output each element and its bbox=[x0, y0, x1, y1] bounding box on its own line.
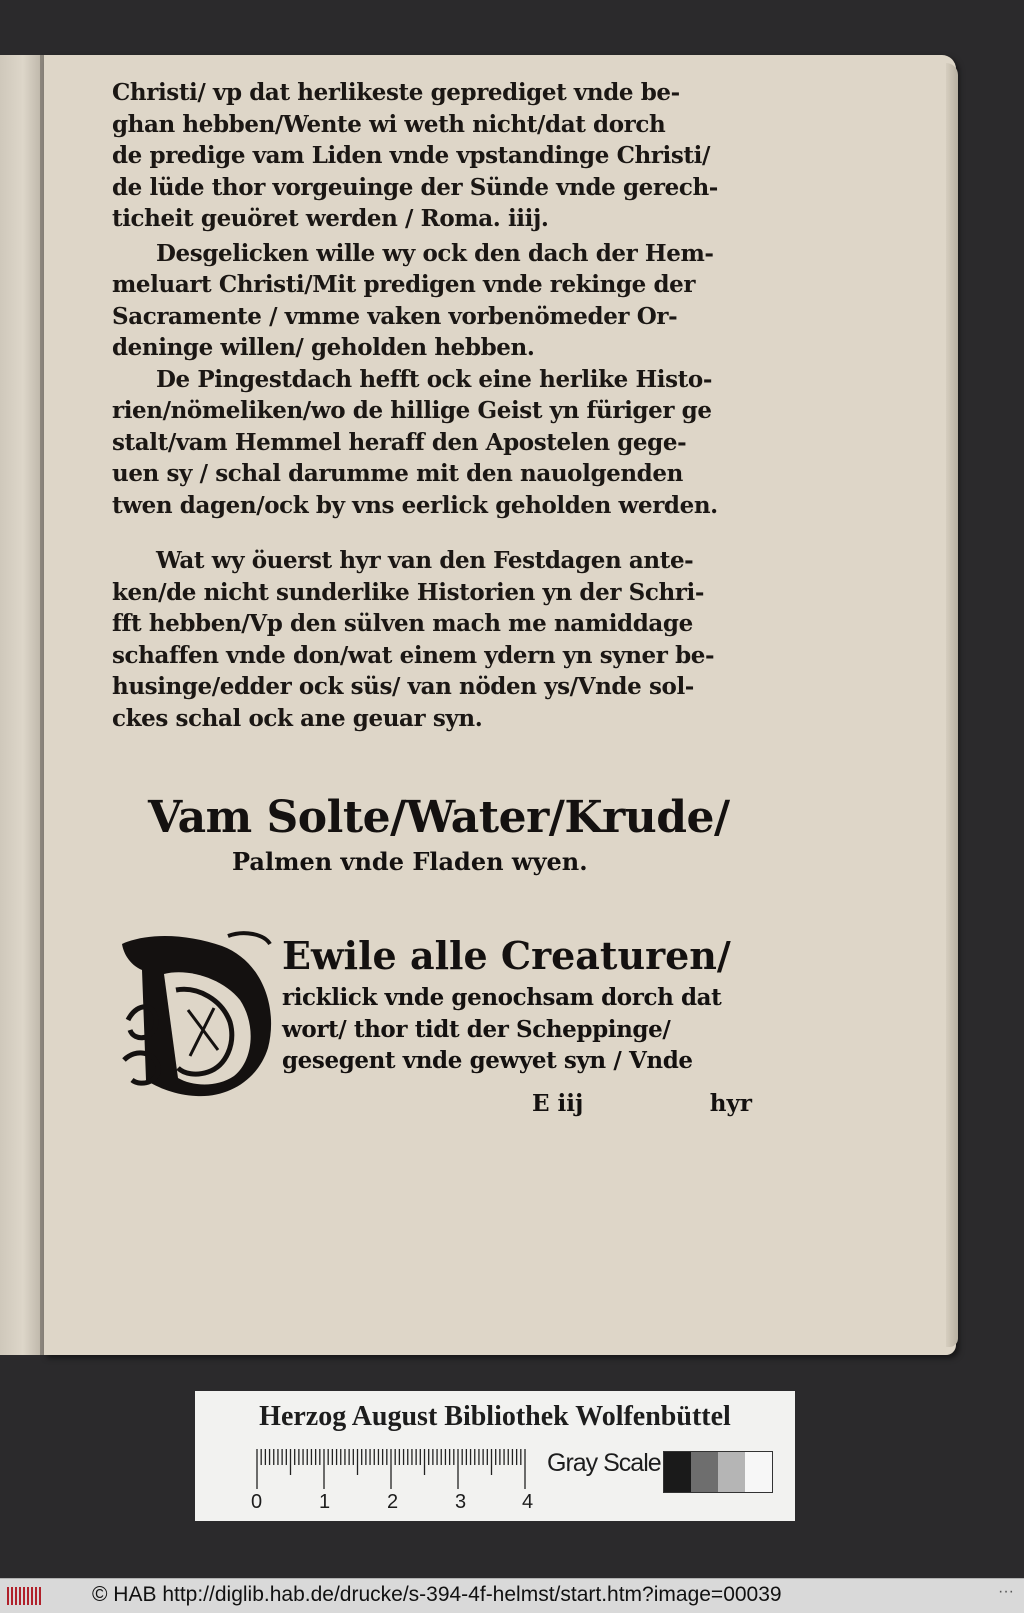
text-line: ticheit geuöret werden / Roma. iiij. bbox=[112, 205, 549, 232]
catchword: hyr bbox=[709, 1090, 752, 1117]
text-line: De Pingestdach hefft ock eine herlike Histo- bbox=[156, 365, 712, 393]
text-line: twen dagen/ock by vns eerlick geholden werden. bbox=[112, 491, 718, 519]
text-line: Ewile alle Creaturen/ bbox=[282, 933, 731, 978]
hab-logo-icon bbox=[6, 1585, 46, 1607]
text-line: rien/nömeliken/wo de hillige Geist yn füriger ge bbox=[112, 397, 712, 424]
ruler-number: 1 bbox=[319, 1491, 331, 1513]
swatch-black bbox=[664, 1452, 691, 1492]
text-line: ken/de nicht sunderlike Historien yn der Schri- bbox=[112, 578, 704, 606]
adjacent-page-edge bbox=[0, 55, 42, 1355]
copyright-url[interactable]: © HAB http://diglib.hab.de/drucke/s-394-4f-helmst/start.htm?image=00039 bbox=[92, 1583, 782, 1606]
section-title: Vam Solte/Water/Krude/ bbox=[148, 792, 730, 843]
text-line: ckes schal ock ane geuar syn. bbox=[112, 704, 483, 732]
text-line: meluart Christi/Mit predigen vnde rekinge der bbox=[112, 271, 696, 298]
text-line: fft hebben/Vp den sülven mach me namiddage bbox=[112, 610, 693, 637]
text-line: Wat wy öuerst hyr van den Festdagen ante- bbox=[156, 547, 694, 574]
text-line: ricklick vnde genochsam dorch dat bbox=[282, 984, 722, 1011]
swatch-dark-gray bbox=[691, 1452, 718, 1492]
initial-paragraph bbox=[282, 930, 752, 1077]
section-heading bbox=[148, 790, 748, 878]
paragraph-2 bbox=[112, 238, 752, 364]
text-line: deninge willen/ geholden hebben. bbox=[112, 334, 535, 361]
more-menu-icon[interactable]: ··· bbox=[998, 1583, 1014, 1600]
ruler-number: 4 bbox=[522, 1491, 534, 1513]
body-text bbox=[112, 77, 752, 734]
library-name: Herzog August Bibliothek Wolfenbüttel bbox=[259, 1401, 731, 1432]
paragraph-3 bbox=[112, 364, 752, 522]
text-line: Sacramente / vmme vaken vorbenömeder Or- bbox=[112, 302, 678, 330]
grayscale-label: Gray Scale bbox=[547, 1449, 661, 1477]
page-fore-edge bbox=[946, 63, 958, 1347]
initial-letter-ornament bbox=[118, 930, 283, 1100]
scale-ruler bbox=[255, 1449, 535, 1489]
text-line: husinge/edder ock süs/ van nöden ys/Vnde sol- bbox=[112, 673, 694, 700]
paragraph-1 bbox=[112, 77, 752, 235]
text-line: de lüde thor vorgeuinge der Sünde vnde gerech- bbox=[112, 173, 718, 201]
signature-mark: E iij bbox=[532, 1090, 584, 1117]
text-line: uen sy / schal darumme mit den nauolgenden bbox=[112, 460, 683, 487]
text-line: ghan hebben/Wente wi weth nicht/dat dorch bbox=[112, 110, 666, 138]
grayscale-swatches bbox=[663, 1451, 773, 1493]
ruler-number: 3 bbox=[455, 1491, 467, 1513]
text-line: schaffen vnde don/wat einem ydern yn syner be- bbox=[112, 641, 715, 669]
text-line: Christi/ vp dat herlikeste geprediget vnde be- bbox=[112, 79, 680, 106]
ruler-number: 0 bbox=[251, 1491, 263, 1513]
paragraph-4 bbox=[112, 545, 752, 734]
swatch-light-gray bbox=[718, 1452, 745, 1492]
decorated-initial bbox=[118, 930, 283, 1100]
text-line: Desgelicken wille wy ock den dach der Hem- bbox=[156, 239, 714, 267]
text-line: gesegent vnde gewyet syn / Vnde bbox=[282, 1047, 693, 1074]
swatch-white bbox=[745, 1452, 772, 1492]
color-calibration-card bbox=[195, 1391, 795, 1521]
footer-bar bbox=[0, 1578, 1024, 1613]
ruler-number: 2 bbox=[387, 1491, 399, 1513]
section-subtitle: Palmen vnde Fladen wyen. bbox=[232, 847, 588, 876]
text-line: wort/ thor tidt der Scheppinge/ bbox=[282, 1015, 671, 1043]
text-line: de predige vam Liden vnde vpstandinge Christi/ bbox=[112, 142, 710, 169]
text-line: stalt/vam Hemmel heraff den Apostelen gege- bbox=[112, 428, 687, 456]
